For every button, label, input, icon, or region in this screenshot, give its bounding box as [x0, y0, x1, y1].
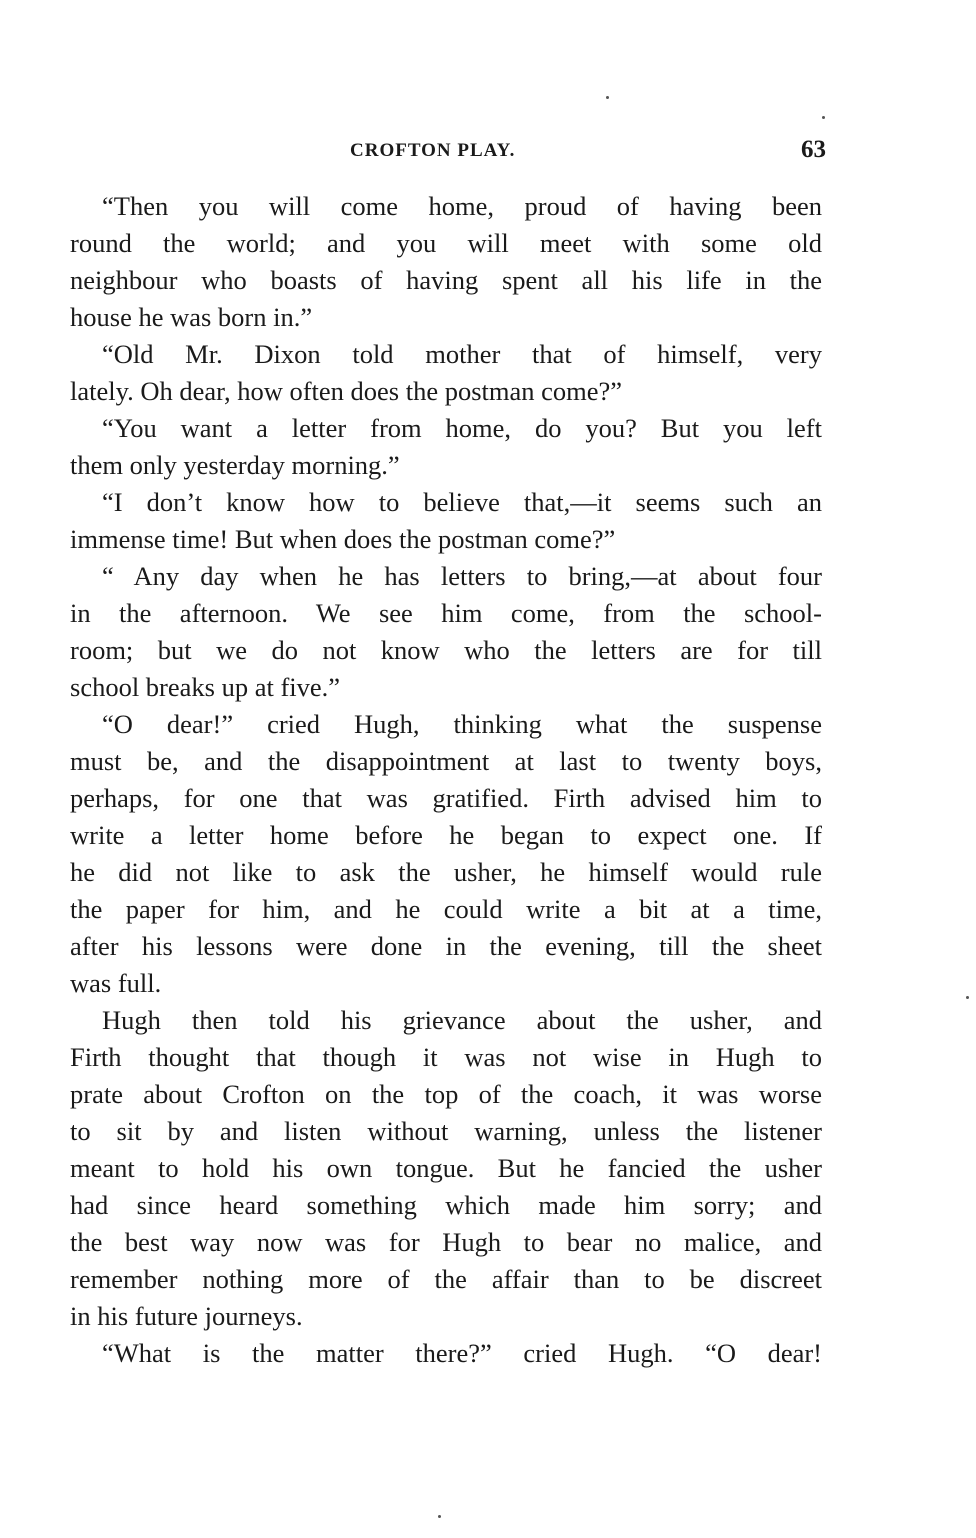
text-line: was full. — [70, 968, 162, 998]
text-line: house he was born in.” — [70, 302, 313, 332]
text-line: room; but we do not know who the letters are for till — [70, 635, 822, 665]
text-line: write a letter home before he began to expect one. If — [70, 820, 822, 850]
text-line: in the afternoon. We see him come, from the school- — [70, 598, 822, 628]
text-line: round the world; and you will meet with some old — [70, 228, 822, 258]
text-line: “Then you will come home, proud of having been — [102, 191, 822, 221]
text-line: “You want a letter from home, do you? But you left — [102, 413, 822, 443]
text-line: meant to hold his own tongue. But he fancied the usher — [70, 1153, 822, 1183]
text-line: lately. Oh dear, how often does the postman come?” — [70, 376, 623, 406]
text-line: neighbour who boasts of having spent all his life in the — [70, 265, 822, 295]
print-speck — [606, 96, 609, 99]
print-speck — [822, 116, 825, 119]
text-line: to sit by and listen without warning, unless the listener — [70, 1116, 822, 1146]
text-line: the paper for him, and he could write a bit at a time, — [70, 894, 822, 924]
text-line: them only yesterday morning.” — [70, 450, 400, 480]
text-line: he did not like to ask the usher, he himself would rule — [70, 857, 822, 887]
text-line: “ Any day when he has letters to bring,—at about four — [102, 561, 822, 591]
body-text — [70, 188, 822, 1372]
text-line: “Old Mr. Dixon told mother that of himself, very — [102, 339, 822, 369]
text-line: immense time! But when does the postman come?” — [70, 524, 616, 554]
text-line: the best way now was for Hugh to bear no malice, and — [70, 1227, 822, 1257]
text-line: in his future journeys. — [70, 1301, 303, 1331]
text-line: Hugh then told his grievance about the usher, and — [102, 1005, 822, 1035]
text-line: Firth thought that though it was not wise in Hugh to — [70, 1042, 822, 1072]
page-header — [70, 136, 826, 166]
running-head: CROFTON PLAY. — [350, 140, 516, 161]
text-line: had since heard something which made him sorry; and — [70, 1190, 822, 1220]
text-line: school breaks up at five.” — [70, 672, 341, 702]
text-line: “I don’t know how to believe that,—it seems such an — [102, 487, 822, 517]
text-line: remember nothing more of the affair than to be discreet — [70, 1264, 822, 1294]
text-line: “O dear!” cried Hugh, thinking what the suspense — [102, 709, 822, 739]
text-line: must be, and the disappointment at last to twenty boys, — [70, 746, 822, 776]
text-line: “What is the matter there?” cried Hugh. “O dear! — [102, 1338, 822, 1368]
print-speck — [966, 996, 969, 999]
text-line: perhaps, for one that was gratified. Firth advised him to — [70, 783, 822, 813]
text-line: prate about Crofton on the top of the coach, it was worse — [70, 1079, 822, 1109]
page-number: 63 — [801, 136, 826, 163]
print-speck — [438, 1515, 441, 1518]
text-line: after his lessons were done in the evening, till the sheet — [70, 931, 822, 961]
